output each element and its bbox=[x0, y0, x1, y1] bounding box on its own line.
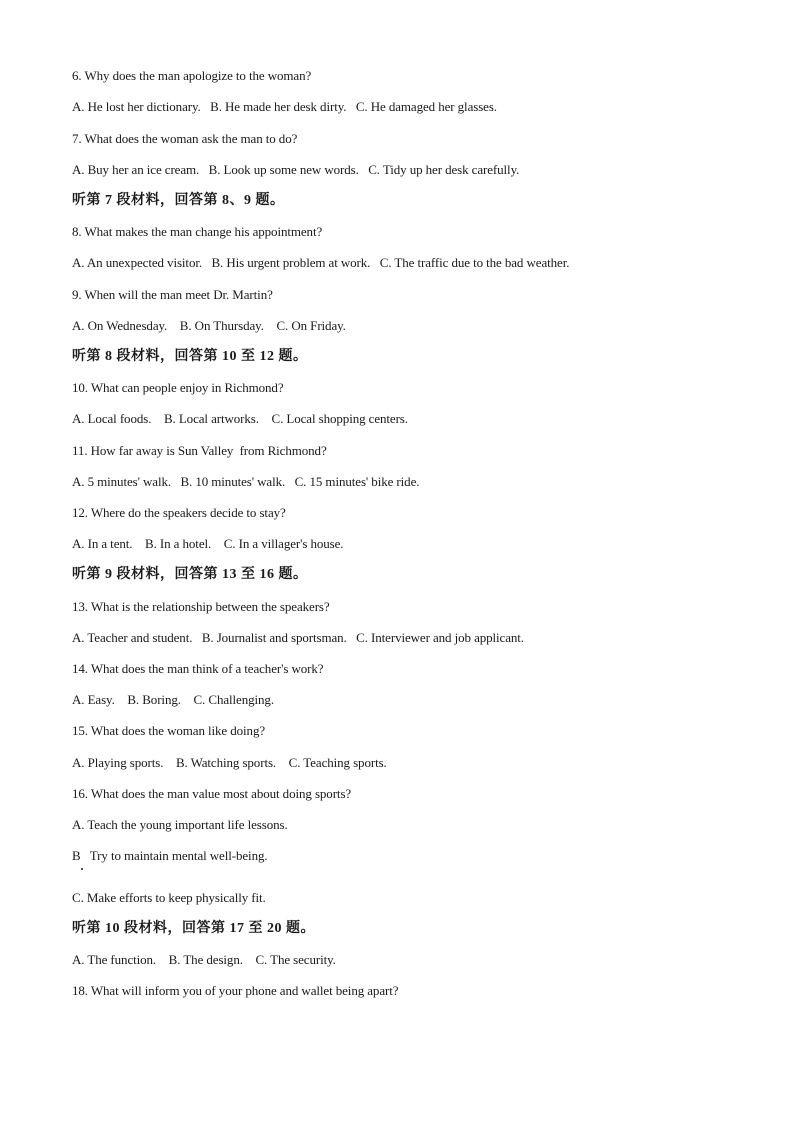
question-10: 10. What can people enjoy in Richmond? bbox=[72, 380, 284, 395]
options-6: A. He lost her dictionary. B. He made her desk dirty. C. He damaged her glasses. bbox=[72, 99, 497, 114]
question-12: 12. Where do the speakers decide to stay? bbox=[72, 505, 286, 520]
question-11: 11. How far away is Sun Valley from Richmond? bbox=[72, 443, 327, 458]
question-9: 9. When will the man meet Dr. Martin? bbox=[72, 287, 273, 302]
options-13: A. Teacher and student. B. Journalist and sportsman. C. Interviewer and job applicant. bbox=[72, 630, 524, 645]
question-14: 14. What does the man think of a teacher's work? bbox=[72, 661, 324, 676]
question-16: 16. What does the man value most about doing sports? bbox=[72, 786, 352, 801]
options-15: A. Playing sports. B. Watching sports. C. Teaching sports. bbox=[72, 755, 387, 770]
option-16-c: C. Make efforts to keep physically fit. bbox=[72, 890, 266, 905]
option-16-b: B Try to maintain mental well-being. bbox=[72, 848, 268, 863]
options-9: A. On Wednesday. B. On Thursday. C. On Friday. bbox=[72, 318, 346, 333]
question-13: 13. What is the relationship between the speakers? bbox=[72, 599, 330, 614]
section-heading-9: 听第 9 段材料，回答第 13 至 16 题。 bbox=[72, 567, 308, 582]
options-14: A. Easy. B. Boring. C. Challenging. bbox=[72, 692, 274, 707]
section-heading-7: 听第 7 段材料，回答第 8、9 题。 bbox=[72, 193, 285, 208]
question-6: 6. Why does the man apologize to the woman? bbox=[72, 68, 312, 83]
question-8: 8. What makes the man change his appointment? bbox=[72, 224, 323, 239]
section-heading-8: 听第 8 段材料，回答第 10 至 12 题。 bbox=[72, 349, 308, 364]
question-15: 15. What does the woman like doing? bbox=[72, 723, 266, 738]
options-12: A. In a tent. B. In a hotel. C. In a villager's house. bbox=[72, 536, 344, 551]
question-18: 18. What will inform you of your phone and wallet being apart? bbox=[72, 983, 399, 998]
option-16-a: A. Teach the young important life lessons. bbox=[72, 817, 288, 832]
options-7: A. Buy her an ice cream. B. Look up some new words. C. Tidy up her desk carefully. bbox=[72, 162, 520, 177]
question-7: 7. What does the woman ask the man to do? bbox=[72, 131, 298, 146]
options-11: A. 5 minutes' walk. B. 10 minutes' walk. C. 15 minutes' bike ride. bbox=[72, 474, 420, 489]
stray-dot bbox=[81, 868, 83, 870]
options-17: A. The function. B. The design. C. The security. bbox=[72, 952, 336, 967]
options-10: A. Local foods. B. Local artworks. C. Local shopping centers. bbox=[72, 411, 408, 426]
options-8: A. An unexpected visitor. B. His urgent problem at work. C. The traffic due to the bad weather. bbox=[72, 255, 570, 270]
section-heading-10: 听第 10 段材料，回答第 17 至 20 题。 bbox=[72, 921, 315, 936]
